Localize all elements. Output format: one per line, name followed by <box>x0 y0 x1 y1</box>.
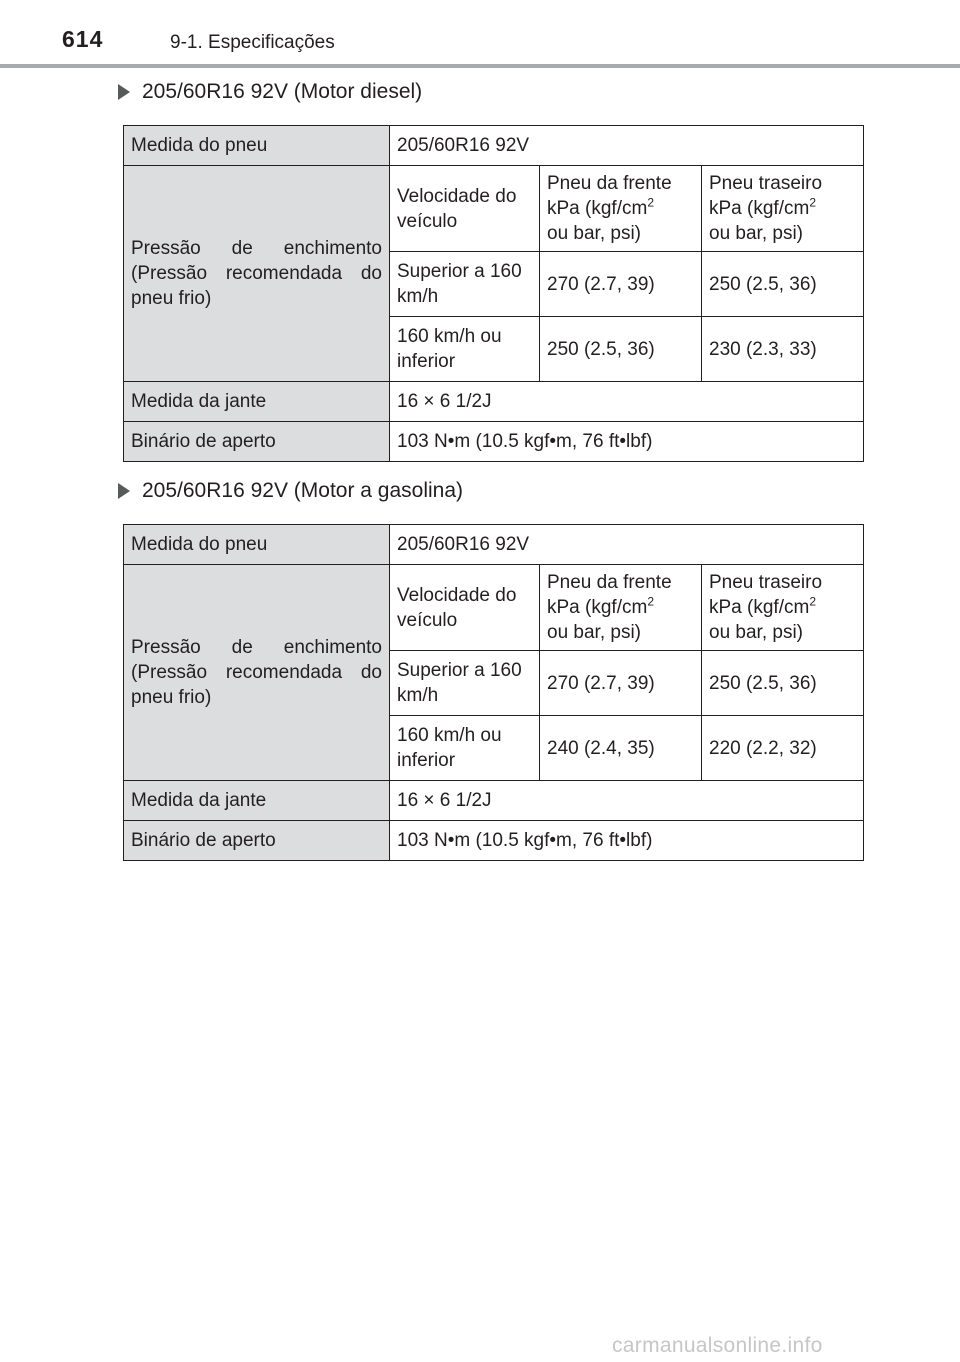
pressure-label: Pressão de enchimento (Pressão recomendada do pneu frio) <box>124 565 390 781</box>
rim-size-label: Medida da jante <box>124 382 390 422</box>
front-pressure-cell: 270 (2.7, 39) <box>540 651 702 716</box>
table-row <box>124 821 864 861</box>
rear-pressure-cell: 250 (2.5, 36) <box>702 651 864 716</box>
torque-value: 103 N•m (10.5 kgf•m, 76 ft•lbf) <box>390 821 864 861</box>
col-header-suffix: ou bar, psi) <box>709 622 803 643</box>
superscript: 2 <box>809 594 816 609</box>
triangle-bullet-icon <box>118 84 130 100</box>
col-header-rear <box>702 166 864 252</box>
section-title: 9-1. Especificações <box>170 32 335 53</box>
table-row <box>124 382 864 422</box>
pressure-label: Pressão de enchimento (Pressão recomendada do pneu frio) <box>124 166 390 382</box>
col-header-suffix: ou bar, psi) <box>709 223 803 244</box>
diesel-heading-text: 205/60R16 92V (Motor diesel) <box>142 80 423 103</box>
col-header-rear-text: Pneu traseiro kPa (kgf/cm <box>709 572 823 618</box>
gasoline-spec-table <box>123 524 864 861</box>
page-number: 614 <box>62 26 104 52</box>
superscript: 2 <box>809 195 816 210</box>
diesel-heading <box>118 80 422 104</box>
front-pressure-cell: 240 (2.4, 35) <box>540 716 702 781</box>
col-header-speed: Velocidade do veículo <box>390 166 540 252</box>
col-header-suffix: ou bar, psi) <box>547 223 641 244</box>
diesel-spec-table <box>123 125 864 462</box>
rear-pressure-cell: 250 (2.5, 36) <box>702 252 864 317</box>
gasoline-heading-text: 205/60R16 92V (Motor a gasolina) <box>142 479 464 502</box>
col-header-suffix: ou bar, psi) <box>547 622 641 643</box>
superscript: 2 <box>647 195 654 210</box>
rim-size-label: Medida da jante <box>124 781 390 821</box>
table-row <box>124 565 864 651</box>
tire-size-label: Medida do pneu <box>124 525 390 565</box>
torque-value: 103 N•m (10.5 kgf•m, 76 ft•lbf) <box>390 422 864 462</box>
col-header-rear <box>702 565 864 651</box>
gasoline-heading <box>118 479 463 503</box>
torque-label: Binário de aperto <box>124 821 390 861</box>
col-header-speed: Velocidade do veículo <box>390 565 540 651</box>
table-row <box>124 166 864 252</box>
header-divider <box>0 64 960 68</box>
table-row <box>124 781 864 821</box>
front-pressure-cell: 270 (2.7, 39) <box>540 252 702 317</box>
rear-pressure-cell: 220 (2.2, 32) <box>702 716 864 781</box>
tire-size-value: 205/60R16 92V <box>390 525 864 565</box>
col-header-front-text: Pneu da frente kPa (kgf/cm <box>547 572 672 618</box>
rim-size-value: 16 × 6 1/2J <box>390 382 864 422</box>
superscript: 2 <box>647 594 654 609</box>
triangle-bullet-icon <box>118 483 130 499</box>
torque-label: Binário de aperto <box>124 422 390 462</box>
speed-cell: Superior a 160 km/h <box>390 651 540 716</box>
col-header-front <box>540 565 702 651</box>
speed-cell: 160 km/h ou inferior <box>390 317 540 382</box>
watermark-logo: carmanualsonline.info <box>612 1334 823 1357</box>
col-header-front-text: Pneu da frente kPa (kgf/cm <box>547 173 672 219</box>
col-header-front <box>540 166 702 252</box>
table-row <box>124 422 864 462</box>
rear-pressure-cell: 230 (2.3, 33) <box>702 317 864 382</box>
tire-size-value: 205/60R16 92V <box>390 126 864 166</box>
front-pressure-cell: 250 (2.5, 36) <box>540 317 702 382</box>
col-header-rear-text: Pneu traseiro kPa (kgf/cm <box>709 173 823 219</box>
rim-size-value: 16 × 6 1/2J <box>390 781 864 821</box>
table-row <box>124 525 864 565</box>
table-row <box>124 126 864 166</box>
speed-cell: 160 km/h ou inferior <box>390 716 540 781</box>
speed-cell: Superior a 160 km/h <box>390 252 540 317</box>
page-header <box>0 0 960 68</box>
tire-size-label: Medida do pneu <box>124 126 390 166</box>
